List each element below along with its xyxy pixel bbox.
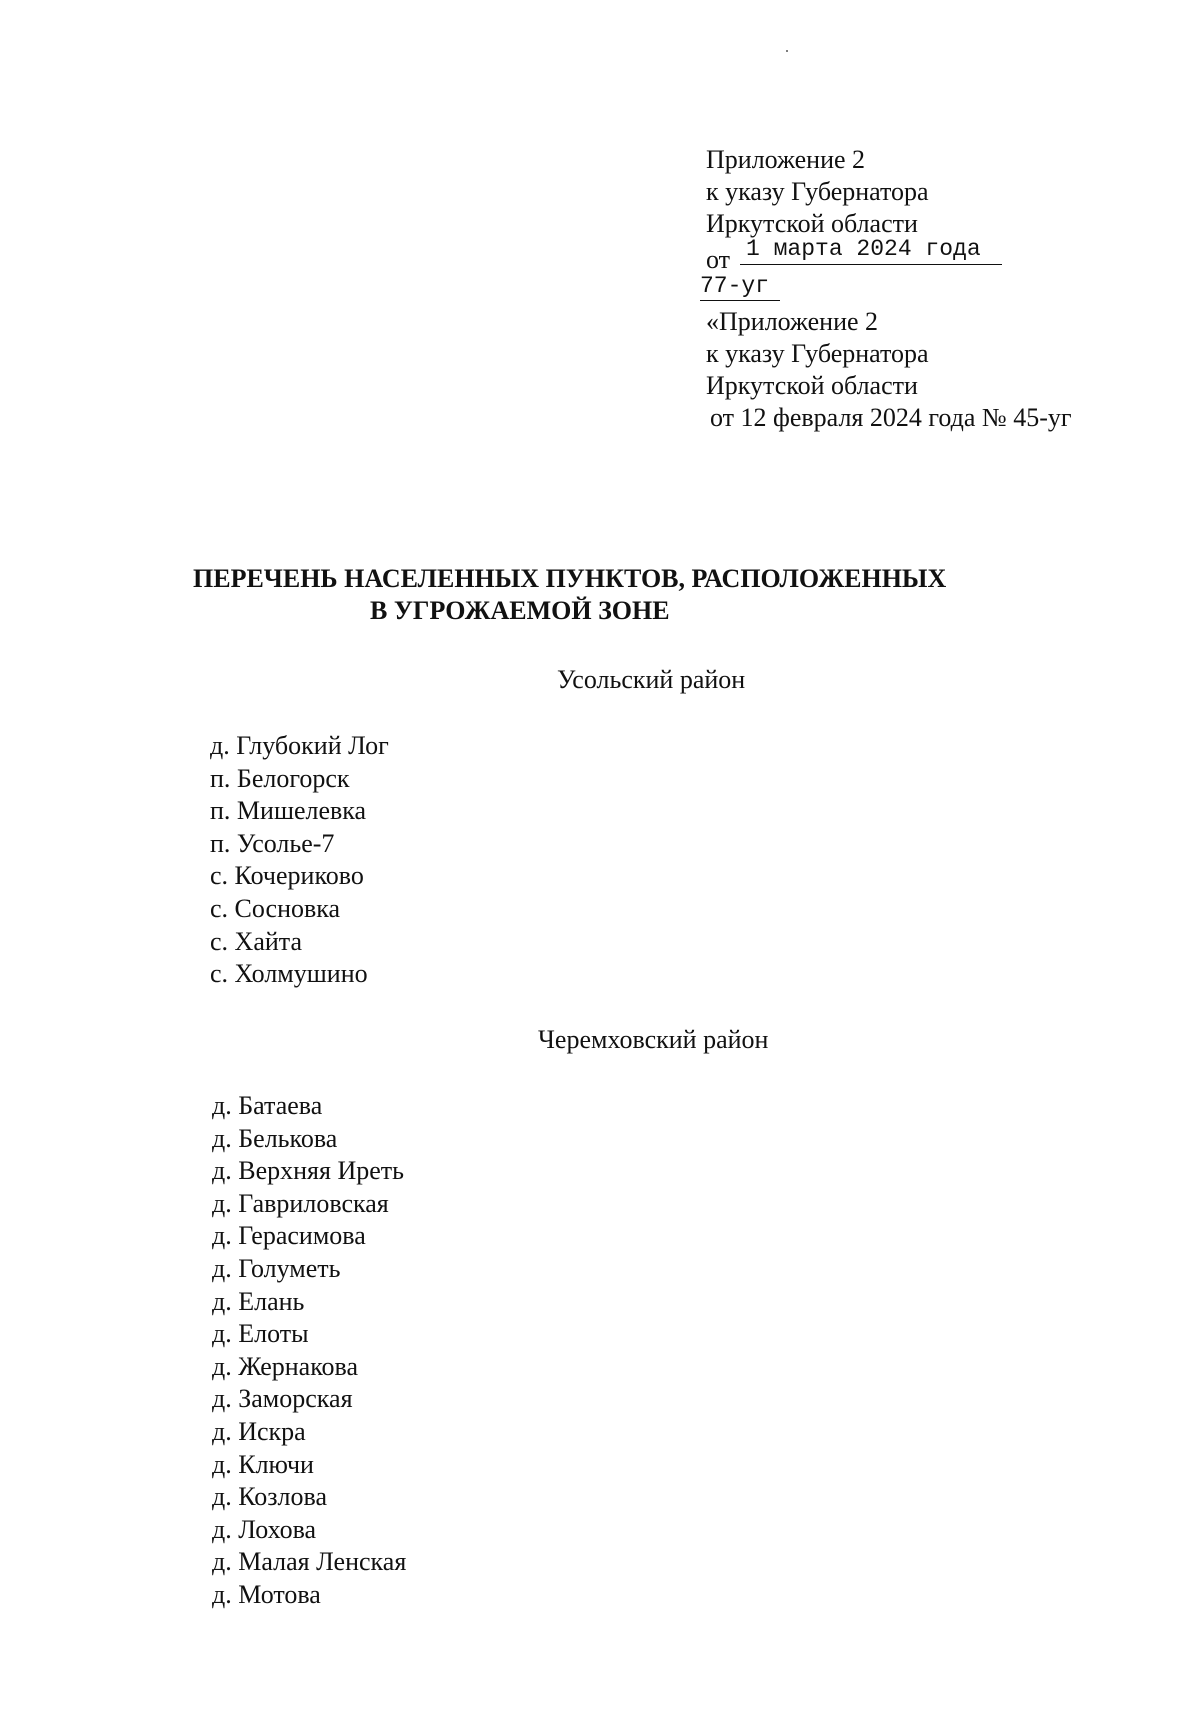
- list-item: д. Жернакова: [212, 1351, 358, 1381]
- decree-number: 77-уг: [700, 272, 780, 301]
- list-item: с. Хайта: [210, 926, 302, 956]
- list-item: д. Искра: [212, 1416, 306, 1446]
- list-item: с. Кочериково: [210, 861, 364, 891]
- list-item: д. Глубокий Лог: [210, 731, 389, 760]
- list-item: д. Белькова: [212, 1123, 338, 1153]
- date-value: 1 марта 2024 года: [740, 234, 1002, 265]
- list-item: д. Козлова: [212, 1482, 327, 1512]
- reference-line: «Приложение 2: [706, 307, 879, 336]
- list-item: д. Голуметь: [212, 1253, 341, 1283]
- reference-header: [706, 306, 1072, 434]
- district-heading: [0, 1024, 1200, 1056]
- title-line: В УГРОЖАЕМОЙ ЗОНЕ: [370, 596, 670, 625]
- list-item: д. Лохова: [212, 1514, 317, 1544]
- decree-number-row: [700, 272, 780, 301]
- list-item: д. Мотова: [212, 1579, 321, 1609]
- annex-header: [706, 144, 981, 274]
- list-item: д. Ключи: [212, 1449, 314, 1479]
- list-item: д. Верхняя Ирeть: [212, 1156, 404, 1186]
- list-item: д. Герасимова: [212, 1221, 366, 1251]
- reference-line: от 12 февраля 2024 года № 45-уг: [710, 403, 1072, 432]
- list-item: п. Усолье-7: [210, 828, 335, 858]
- scan-speck: [786, 50, 788, 52]
- list-item: с. Сосновка: [210, 893, 341, 923]
- reference-line: Иркутской области: [706, 371, 918, 400]
- district-name: Усольский район: [557, 665, 746, 694]
- date-prefix: от: [706, 245, 731, 274]
- list-item: д. Малая Ленская: [212, 1547, 407, 1577]
- list-item: д. Заморская: [212, 1384, 353, 1414]
- title-line: ПЕРЕЧЕНЬ НАСЕЛЕННЫХ ПУНКТОВ, РАСПОЛОЖЕННЫХ: [193, 564, 947, 593]
- document-title: [0, 563, 1016, 627]
- list-item: д. Елоты: [212, 1319, 309, 1349]
- list-item: п. Мишелевка: [210, 796, 367, 826]
- district-heading: [0, 664, 1200, 696]
- list-item: п. Белогорск: [210, 763, 350, 793]
- reference-line: к указу Губернатора: [706, 339, 929, 368]
- list-item: д. Батаева: [212, 1091, 323, 1120]
- settlement-list: [210, 730, 389, 991]
- list-item: д. Гавриловская: [212, 1188, 389, 1218]
- annex-line: Приложение 2: [706, 145, 866, 174]
- list-item: д. Елань: [212, 1286, 305, 1316]
- annex-date-row: [706, 236, 981, 274]
- annex-line: Иркутской области: [706, 209, 918, 238]
- settlement-list: [212, 1090, 406, 1612]
- annex-line: к указу Губернатора: [706, 177, 929, 206]
- list-item: с. Холмушино: [210, 959, 368, 989]
- district-name: Черемховский район: [538, 1025, 769, 1054]
